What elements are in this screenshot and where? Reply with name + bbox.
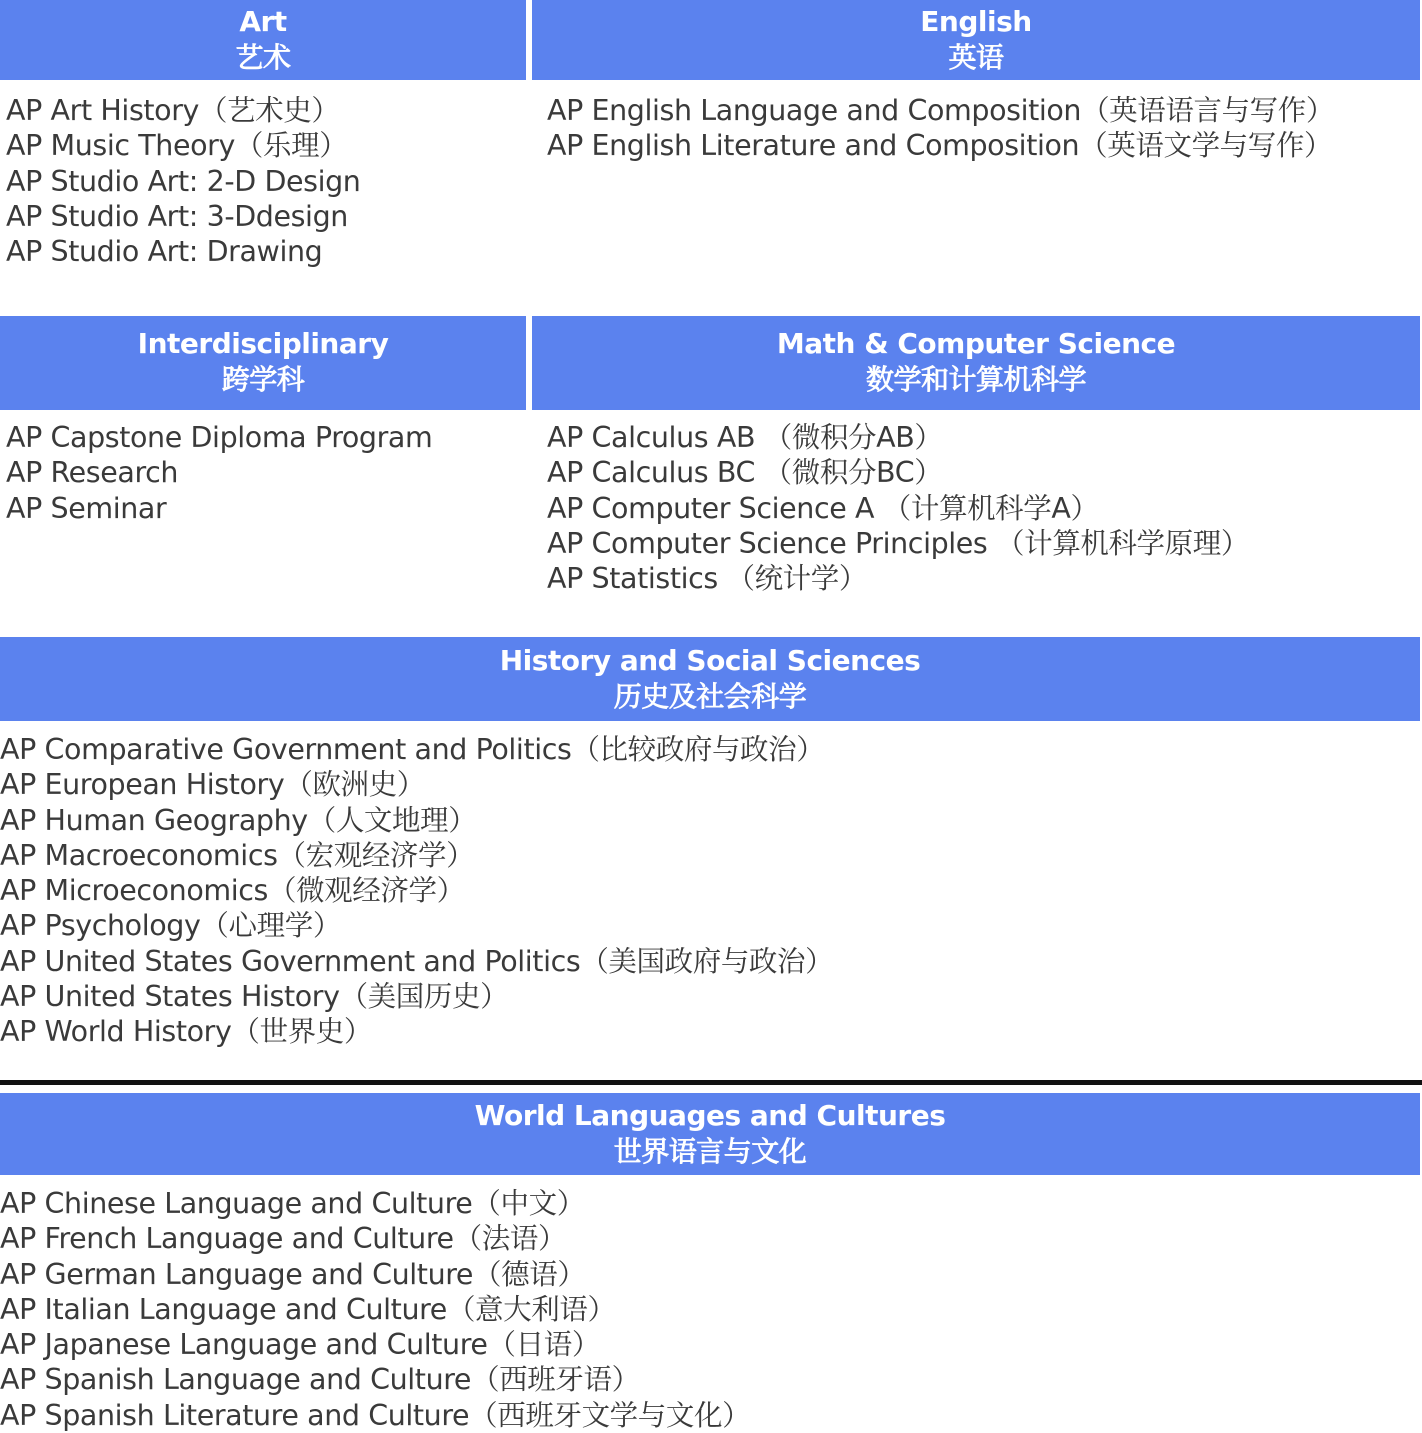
world-languages-header — [0, 1093, 1420, 1175]
course-item: AP Studio Art: Drawing — [6, 235, 323, 269]
course-item: AP Seminar — [6, 491, 167, 525]
course-item: AP Chinese Language and Culture（中文） — [0, 1187, 585, 1220]
course-item: AP World History（世界史） — [0, 1015, 372, 1049]
course-item: AP Studio Art: 2-D Design — [6, 164, 361, 198]
course-item: AP Studio Art: 3-Ddesign — [6, 199, 348, 233]
course-item: AP Capstone Diploma Program — [6, 421, 433, 454]
art-course-list — [6, 93, 360, 269]
math-cs-header — [532, 316, 1420, 410]
art-header — [0, 0, 526, 80]
course-item: AP Research — [6, 456, 179, 490]
interdisciplinary-header — [0, 316, 526, 410]
course-item: AP Spanish Language and Culture（西班牙语） — [0, 1363, 640, 1397]
course-item: AP Comparative Government and Politics（比较政府与政治） — [0, 733, 825, 766]
course-item: AP Calculus AB （微积分AB） — [547, 421, 943, 454]
course-item: AP Italian Language and Culture（意大利语） — [0, 1292, 616, 1326]
course-item: AP English Language and Composition（英语语言与写作） — [547, 94, 1334, 127]
interdisciplinary-title-en: Interdisciplinary — [137, 327, 389, 360]
math-cs-title-zh: 数学和计算机科学 — [865, 363, 1086, 396]
course-item: AP Japanese Language and Culture（日语） — [0, 1328, 600, 1362]
course-item: AP United States History（美国历史） — [0, 980, 509, 1014]
history-social-title-en: History and Social Sciences — [499, 644, 921, 677]
history-social-header — [0, 637, 1420, 721]
course-item: AP Computer Science Principles （计算机科学原理） — [547, 526, 1249, 560]
course-item: AP Computer Science A （计算机科学A） — [547, 491, 1099, 525]
art-title-zh: 艺术 — [235, 41, 291, 74]
english-course-list — [547, 93, 1334, 164]
course-item: AP Psychology（心理学） — [0, 909, 341, 943]
course-item: AP Human Geography（人文地理） — [0, 803, 477, 837]
course-item: AP European History（欧洲史） — [0, 768, 425, 802]
course-item: AP Music Theory（乐理） — [6, 129, 348, 163]
world-languages-title-en: World Languages and Cultures — [474, 1099, 946, 1132]
world-languages-title-zh: 世界语言与文化 — [613, 1135, 807, 1168]
math-cs-title-en: Math & Computer Science — [776, 327, 1176, 360]
course-item: AP Statistics （统计学） — [547, 562, 867, 596]
section-divider — [0, 1080, 1422, 1085]
english-header — [532, 0, 1420, 80]
course-item: AP Art History（艺术史） — [6, 94, 340, 127]
interdisciplinary-title-zh: 跨学科 — [221, 363, 305, 396]
course-item: AP Microeconomics（微观经济学） — [0, 874, 465, 908]
course-item: AP English Literature and Composition（英语文学与写作） — [547, 129, 1333, 163]
course-item: AP Macroeconomics（宏观经济学） — [0, 838, 475, 872]
english-title-en: English — [920, 5, 1032, 38]
history-social-course-list — [0, 732, 833, 1050]
course-item: AP German Language and Culture（德语） — [0, 1257, 586, 1291]
english-title-zh: 英语 — [948, 41, 1004, 74]
course-item: AP French Language and Culture（法语） — [0, 1222, 567, 1256]
math-cs-course-list — [547, 420, 1249, 596]
art-title-en: Art — [239, 5, 287, 38]
course-item: AP Spanish Literature and Culture（西班牙文学与文化） — [0, 1398, 751, 1432]
history-social-title-zh: 历史及社会科学 — [613, 680, 807, 713]
course-item: AP Calculus BC （微积分BC） — [547, 456, 943, 490]
interdisciplinary-course-list — [6, 420, 432, 526]
world-languages-course-list — [0, 1186, 750, 1433]
course-item: AP United States Government and Politics（美国政府与政治） — [0, 944, 834, 978]
